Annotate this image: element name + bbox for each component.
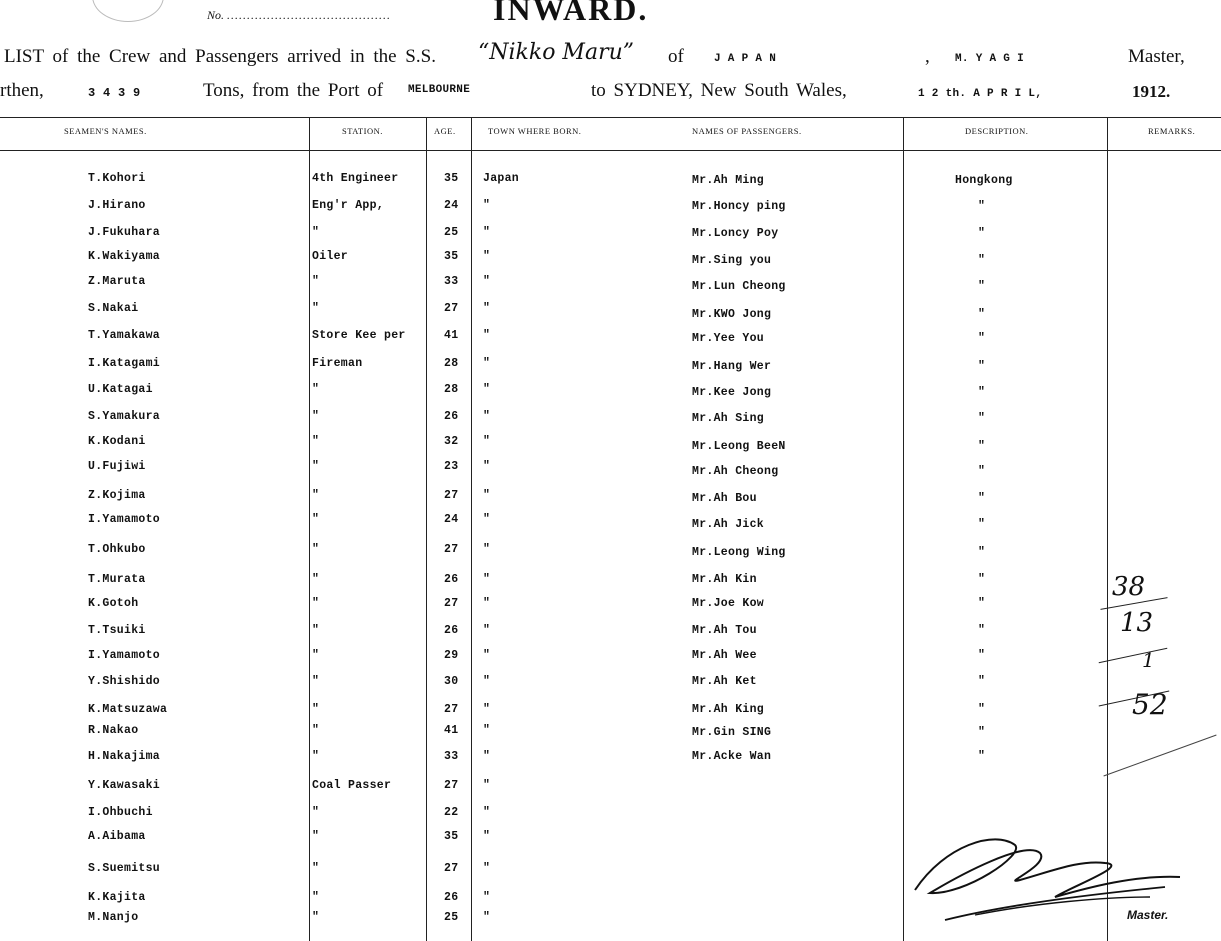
passenger-row <box>0 649 1221 669</box>
crew-station: Coal Passer <box>312 779 392 792</box>
burthen-label: rthen, <box>0 80 44 101</box>
country-value: J A P A N <box>714 53 777 65</box>
crew-name: U.Katagai <box>88 383 153 396</box>
crew-station: " <box>312 226 320 239</box>
crew-name: Y.Kawasaki <box>88 779 161 792</box>
passenger-name: Mr.Lun Cheong <box>692 280 786 293</box>
crew-row <box>0 779 1221 799</box>
passenger-description: " <box>978 308 986 321</box>
passenger-row <box>0 386 1221 406</box>
crew-age: 41 <box>444 724 459 737</box>
passenger-name: Mr.Honcy ping <box>692 200 786 213</box>
col-header-seamen: SEAMEN'S NAMES. <box>64 126 147 136</box>
remarks-tally-3: 1 <box>1142 648 1155 672</box>
crew-town: " <box>483 275 491 288</box>
crew-age: 35 <box>444 250 459 263</box>
destination-text: to SYDNEY, New South Wales, <box>591 80 847 101</box>
passenger-row <box>0 726 1221 746</box>
crew-station: " <box>312 513 320 526</box>
crew-town: " <box>483 435 491 448</box>
crew-name: S.Nakai <box>88 302 139 315</box>
passenger-row <box>0 465 1221 485</box>
crew-station: " <box>312 675 320 688</box>
crew-age: 26 <box>444 573 459 586</box>
crew-station: " <box>312 624 320 637</box>
passenger-name: Mr.Hang Wer <box>692 360 772 373</box>
crew-station: " <box>312 435 320 448</box>
remarks-tally-1: 38 <box>1112 572 1146 602</box>
crew-age: 22 <box>444 806 459 819</box>
passenger-description: Hongkong <box>955 174 1013 187</box>
passenger-name: Mr.Leong Wing <box>692 546 786 559</box>
passenger-description: " <box>978 649 986 662</box>
passenger-name: Mr.Sing you <box>692 254 772 267</box>
crew-age: 29 <box>444 649 459 662</box>
crew-name: J.Hirano <box>88 199 146 212</box>
crew-town: " <box>483 597 491 610</box>
crew-town: " <box>483 460 491 473</box>
passenger-name: Mr.Ah King <box>692 703 765 716</box>
crew-town: " <box>483 383 491 396</box>
passenger-name: Mr.Acke Wan <box>692 750 772 763</box>
passenger-name: Mr.KWO Jong <box>692 308 772 321</box>
crew-name: H.Nakajima <box>88 750 161 763</box>
crew-town: " <box>483 806 491 819</box>
passenger-row <box>0 573 1221 593</box>
crew-town: " <box>483 489 491 502</box>
crew-name: M.Nanjo <box>88 911 139 924</box>
crew-age: 27 <box>444 779 459 792</box>
table-top-rule <box>0 117 1221 118</box>
crew-age: 27 <box>444 862 459 875</box>
passenger-name: Mr.Leong BeeN <box>692 440 786 453</box>
tons-text: Tons, from the Port of <box>203 80 384 101</box>
col-header-town: TOWN WHERE BORN. <box>488 126 582 136</box>
crew-name: Z.Maruta <box>88 275 146 288</box>
passenger-name: Mr.Ah Ket <box>692 675 757 688</box>
crew-name: I.Ohbuchi <box>88 806 153 819</box>
crew-age: 27 <box>444 543 459 556</box>
crew-station: " <box>312 891 320 904</box>
crew-station: " <box>312 543 320 556</box>
passenger-description: " <box>978 412 986 425</box>
crew-town: " <box>483 624 491 637</box>
crew-name: I.Yamamoto <box>88 513 161 526</box>
passenger-description: " <box>978 597 986 610</box>
passenger-description: " <box>978 254 986 267</box>
form-number-prefix: No. <box>207 8 225 22</box>
comma-sep: , <box>925 46 930 67</box>
crew-town: " <box>483 911 491 924</box>
crew-age: 27 <box>444 597 459 610</box>
crew-town: Japan <box>483 172 520 185</box>
crew-age: 23 <box>444 460 459 473</box>
crew-age: 30 <box>444 675 459 688</box>
passenger-description: " <box>978 750 986 763</box>
crew-town: " <box>483 891 491 904</box>
crew-station: Oiler <box>312 250 349 263</box>
passenger-row <box>0 200 1221 220</box>
crew-station: " <box>312 724 320 737</box>
crew-age: 26 <box>444 624 459 637</box>
master-name-value: M. Y A G I <box>955 53 1025 65</box>
crew-name: U.Fujiwi <box>88 460 146 473</box>
passenger-row <box>0 624 1221 644</box>
passenger-name: Mr.Loncy Poy <box>692 227 779 240</box>
crew-age: 35 <box>444 830 459 843</box>
passenger-name: Mr.Ah Wee <box>692 649 757 662</box>
crew-station: 4th Engineer <box>312 172 399 185</box>
crew-station: " <box>312 302 320 315</box>
document-title: INWARD. <box>493 0 649 27</box>
passenger-name: Mr.Joe Kow <box>692 597 765 610</box>
crew-name: Y.Shishido <box>88 675 161 688</box>
crew-station: " <box>312 597 320 610</box>
passenger-row <box>0 308 1221 328</box>
passenger-row <box>0 750 1221 770</box>
year-value: 1912. <box>1132 82 1171 101</box>
crew-age: 41 <box>444 329 459 342</box>
crew-station: " <box>312 410 320 423</box>
passenger-description: " <box>978 227 986 240</box>
list-intro-text: LIST of the Crew and Passengers arrived in the S.S. <box>4 46 436 67</box>
passenger-description: " <box>978 332 986 345</box>
passenger-name: Mr.Ah Jick <box>692 518 765 531</box>
passenger-description: " <box>978 492 986 505</box>
passenger-name: Mr.Gin SING <box>692 726 772 739</box>
passenger-row <box>0 546 1221 566</box>
crew-age: 33 <box>444 275 459 288</box>
col-header-passengers: NAMES OF PASSENGERS. <box>692 126 802 136</box>
passenger-row <box>0 174 1221 194</box>
col-header-age: AGE. <box>434 126 456 136</box>
crew-age: 28 <box>444 383 459 396</box>
passenger-row <box>0 675 1221 695</box>
crew-name: T.Ohkubo <box>88 543 146 556</box>
crew-station: " <box>312 830 320 843</box>
passenger-row <box>0 227 1221 247</box>
crew-age: 26 <box>444 891 459 904</box>
crew-station: " <box>312 862 320 875</box>
passenger-description: " <box>978 675 986 688</box>
crew-town: " <box>483 703 491 716</box>
crew-name: K.Kajita <box>88 891 146 904</box>
passenger-row <box>0 492 1221 512</box>
crew-name: K.Kodani <box>88 435 146 448</box>
crew-name: K.Wakiyama <box>88 250 161 263</box>
passenger-name: Mr.Ah Cheong <box>692 465 779 478</box>
crew-name: A.Aibama <box>88 830 146 843</box>
master-label: Master, <box>1128 46 1185 67</box>
col-header-remarks: REMARKS. <box>1148 126 1196 136</box>
crew-age: 32 <box>444 435 459 448</box>
crew-name: T.Yamakawa <box>88 329 161 342</box>
crew-age: 25 <box>444 911 459 924</box>
table-header-rule <box>0 150 1221 151</box>
passenger-row <box>0 703 1221 723</box>
crew-town: " <box>483 724 491 737</box>
crew-town: " <box>483 410 491 423</box>
crew-station: " <box>312 806 320 819</box>
crew-name: S.Yamakura <box>88 410 161 423</box>
crew-town: " <box>483 675 491 688</box>
crew-age: 25 <box>444 226 459 239</box>
passenger-description: " <box>978 624 986 637</box>
crew-name: S.Suemitsu <box>88 862 161 875</box>
passenger-description: " <box>978 386 986 399</box>
crew-age: 35 <box>444 172 459 185</box>
crew-station: Store Kee per <box>312 329 406 342</box>
crew-station: " <box>312 460 320 473</box>
crew-name: K.Matsuzawa <box>88 703 168 716</box>
crew-age: 33 <box>444 750 459 763</box>
crew-town: " <box>483 513 491 526</box>
crew-name: J.Fukuhara <box>88 226 161 239</box>
tons-value: 3 4 3 9 <box>88 86 141 100</box>
crew-station: Eng'r App, <box>312 199 385 212</box>
passenger-description: " <box>978 280 986 293</box>
crew-row <box>0 806 1221 826</box>
passenger-description: " <box>978 726 986 739</box>
crew-station: Fireman <box>312 357 363 370</box>
of-text: of <box>668 46 684 67</box>
port-value: MELBOURNE <box>408 84 471 96</box>
passenger-name: Mr.Ah Tou <box>692 624 757 637</box>
passenger-name: Mr.Kee Jong <box>692 386 772 399</box>
crew-station: " <box>312 275 320 288</box>
crew-name: T.Murata <box>88 573 146 586</box>
date-value: 1 2 th. A P R I L, <box>918 88 1043 100</box>
form-number-label <box>207 8 391 23</box>
crew-town: " <box>483 573 491 586</box>
col-header-description: DESCRIPTION. <box>965 126 1029 136</box>
crew-station: " <box>312 489 320 502</box>
passenger-row <box>0 280 1221 300</box>
crew-station: " <box>312 750 320 763</box>
passenger-name: Mr.Ah Sing <box>692 412 765 425</box>
crew-age: 24 <box>444 199 459 212</box>
master-footer-label: Master. <box>1127 908 1169 922</box>
crew-town: " <box>483 302 491 315</box>
form-number-dots: ......................................... <box>227 8 392 22</box>
crew-station: " <box>312 649 320 662</box>
crew-town: " <box>483 750 491 763</box>
crew-name: I.Yamamoto <box>88 649 161 662</box>
crew-name: T.Kohori <box>88 172 146 185</box>
passenger-description: " <box>978 573 986 586</box>
ship-name-handwritten: “Nikko Maru” <box>478 40 635 65</box>
crew-town: " <box>483 199 491 212</box>
crew-town: " <box>483 357 491 370</box>
passenger-description: " <box>978 440 986 453</box>
crew-town: " <box>483 329 491 342</box>
passenger-row <box>0 254 1221 274</box>
crew-station: " <box>312 573 320 586</box>
remarks-tally-2: 13 <box>1120 608 1154 638</box>
passenger-row <box>0 332 1221 352</box>
crew-town: " <box>483 779 491 792</box>
passenger-row <box>0 440 1221 460</box>
passenger-description: " <box>978 518 986 531</box>
passenger-description: " <box>978 546 986 559</box>
crew-station: " <box>312 383 320 396</box>
stamp-seal <box>92 0 164 22</box>
col-header-station: STATION. <box>342 126 383 136</box>
crew-town: " <box>483 250 491 263</box>
passenger-row <box>0 412 1221 432</box>
crew-age: 26 <box>444 410 459 423</box>
crew-town: " <box>483 862 491 875</box>
crew-age: 28 <box>444 357 459 370</box>
passenger-description: " <box>978 200 986 213</box>
crew-name: T.Tsuiki <box>88 624 146 637</box>
crew-age: 24 <box>444 513 459 526</box>
passenger-row <box>0 518 1221 538</box>
passenger-name: Mr.Yee You <box>692 332 765 345</box>
crew-age: 27 <box>444 703 459 716</box>
crew-station: " <box>312 911 320 924</box>
crew-name: K.Gotoh <box>88 597 139 610</box>
passenger-name: Mr.Ah Kin <box>692 573 757 586</box>
passenger-description: " <box>978 703 986 716</box>
crew-town: " <box>483 543 491 556</box>
remarks-tally-4: 52 <box>1132 688 1168 721</box>
passenger-description: " <box>978 465 986 478</box>
crew-town: " <box>483 226 491 239</box>
crew-name: I.Katagami <box>88 357 161 370</box>
passenger-name: Mr.Ah Bou <box>692 492 757 505</box>
crew-age: 27 <box>444 302 459 315</box>
crew-station: " <box>312 703 320 716</box>
crew-age: 27 <box>444 489 459 502</box>
crew-town: " <box>483 649 491 662</box>
crew-town: " <box>483 830 491 843</box>
passenger-name: Mr.Ah Ming <box>692 174 765 187</box>
passenger-description: " <box>978 360 986 373</box>
crew-name: Z.Kojima <box>88 489 146 502</box>
passenger-row <box>0 360 1221 380</box>
passenger-row <box>0 597 1221 617</box>
crew-name: R.Nakao <box>88 724 139 737</box>
